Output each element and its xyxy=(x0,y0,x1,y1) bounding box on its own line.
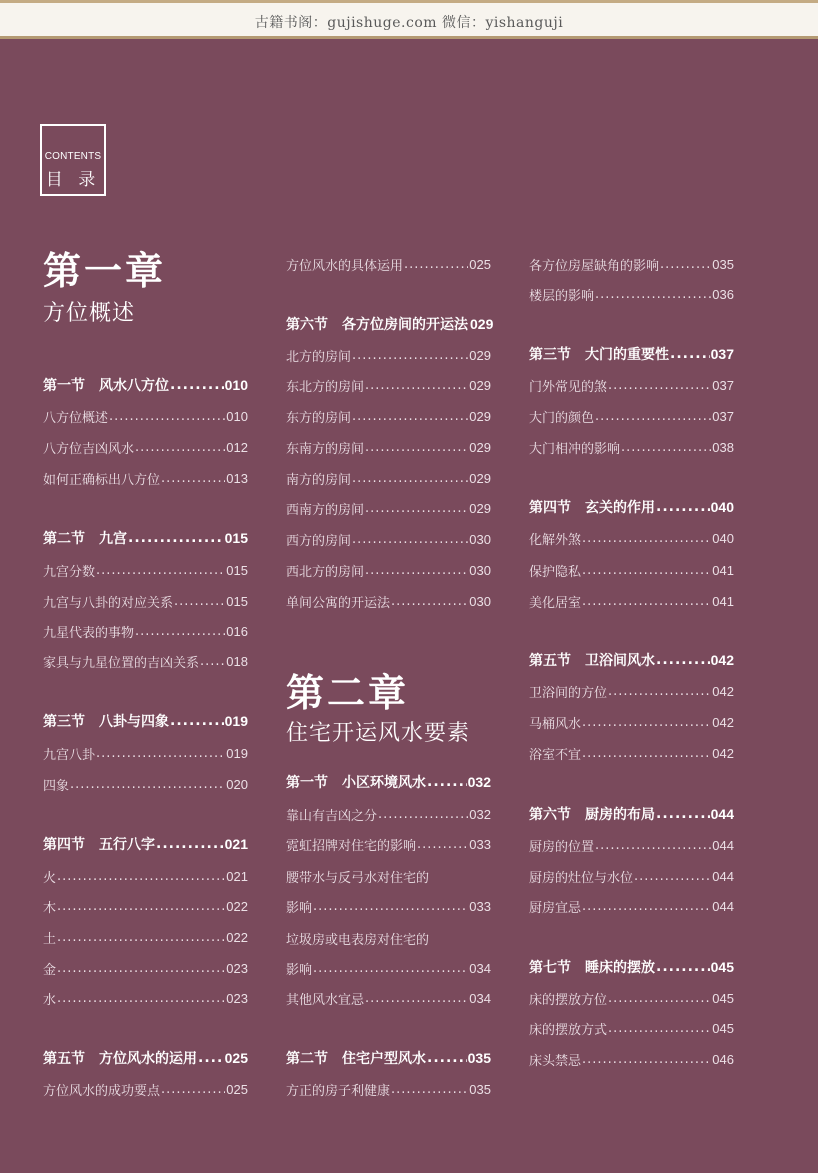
toc-label: 影响 xyxy=(286,962,313,978)
leader-dots xyxy=(656,806,710,822)
toc-label: 如何正确标出八方位 xyxy=(43,472,161,488)
toc-entry xyxy=(43,619,248,643)
toc-entry xyxy=(286,1077,491,1101)
leader-dots xyxy=(608,991,711,1006)
leader-dots xyxy=(57,991,225,1006)
page-number: 032 xyxy=(467,774,491,790)
toc-entry xyxy=(529,435,734,459)
page-number: 022 xyxy=(226,929,248,945)
page-number: 025 xyxy=(224,1050,248,1066)
toc-entry xyxy=(286,373,491,397)
leader-dots xyxy=(660,257,711,272)
toc-label: 第二节 住宅户型风水 xyxy=(286,1051,426,1067)
page-number: 015 xyxy=(226,562,248,578)
leader-dots xyxy=(313,961,468,976)
toc-label: 马桶风水 xyxy=(529,716,582,732)
toc-label: 八方位吉凶风水 xyxy=(43,441,135,457)
toc-label: 靠山有吉凶之分 xyxy=(286,808,378,824)
page-number: 045 xyxy=(712,1020,734,1036)
toc-entry xyxy=(43,649,248,673)
leader-dots xyxy=(582,1052,711,1067)
toc-label: 其他风水宜忌 xyxy=(286,992,365,1008)
leader-dots xyxy=(595,409,711,424)
page-number: 042 xyxy=(712,714,734,730)
leader-dots xyxy=(313,899,468,914)
page-number: 020 xyxy=(226,776,248,792)
page-number: 041 xyxy=(712,593,734,609)
toc-entry xyxy=(286,894,491,918)
toc-entry xyxy=(286,986,491,1010)
toc-section-heading xyxy=(286,312,494,336)
toc-entry xyxy=(43,741,248,765)
toc-entry xyxy=(286,864,491,888)
leader-dots xyxy=(634,869,711,884)
toc-entry xyxy=(43,404,248,428)
toc-entry xyxy=(43,956,248,980)
leader-dots xyxy=(352,471,468,486)
toc-entry xyxy=(286,496,491,520)
toc-label: 垃圾房或电表房对住宅的 xyxy=(286,932,430,948)
leader-dots xyxy=(57,899,225,914)
page-number: 037 xyxy=(712,377,734,393)
page-number: 044 xyxy=(712,898,734,914)
toc-label: 第四节 玄关的作用 xyxy=(529,500,655,516)
toc-label: 门外常见的煞 xyxy=(529,379,608,395)
page-number: 025 xyxy=(469,256,491,272)
leader-dots xyxy=(135,624,225,639)
page-number: 041 xyxy=(712,562,734,578)
page-number: 015 xyxy=(226,593,248,609)
toc-label: 第四节 五行八字 xyxy=(43,837,155,853)
page-number: 044 xyxy=(712,868,734,884)
toc-label: 家具与九星位置的吉凶关系 xyxy=(43,655,200,671)
page-number: 035 xyxy=(469,1081,491,1097)
toc-entry xyxy=(286,956,491,980)
leader-dots xyxy=(70,777,225,792)
page-number: 037 xyxy=(712,408,734,424)
page-number: 019 xyxy=(224,713,248,729)
toc-entry xyxy=(286,343,491,367)
leader-dots xyxy=(391,594,468,609)
toc-label: 床的摆放方式 xyxy=(529,1022,608,1038)
toc-section-heading xyxy=(286,770,491,794)
page-number: 010 xyxy=(226,408,248,424)
page-number: 019 xyxy=(226,745,248,761)
toc-label: 厨房的灶位与水位 xyxy=(529,870,634,886)
toc-section-heading xyxy=(286,1046,491,1070)
page-number: 029 xyxy=(469,377,491,393)
page-number: 013 xyxy=(226,470,248,486)
toc-entry xyxy=(529,894,734,918)
page-number: 046 xyxy=(712,1051,734,1067)
toc-label: 北方的房间 xyxy=(286,349,352,365)
toc-entry xyxy=(286,252,491,276)
toc-entry xyxy=(286,404,491,428)
toc-section-heading xyxy=(43,1046,248,1070)
leader-dots xyxy=(608,1021,711,1036)
toc-entry xyxy=(529,404,734,428)
leader-dots xyxy=(595,287,711,302)
toc-section-heading xyxy=(529,648,734,672)
page-number: 035 xyxy=(467,1050,491,1066)
page-number: 045 xyxy=(712,990,734,1006)
toc-section-heading xyxy=(43,832,248,856)
page-number: 037 xyxy=(710,346,734,362)
toc-label: 厨房的位置 xyxy=(529,839,595,855)
toc-label: 方正的房子利健康 xyxy=(286,1083,391,1099)
toc-label: 第三节 大门的重要性 xyxy=(529,347,669,363)
toc-label: 单间公寓的开运法 xyxy=(286,595,391,611)
page-number: 029 xyxy=(469,347,491,363)
chapter-1-subtitle: 方位概述 xyxy=(43,301,136,326)
leader-dots xyxy=(57,869,225,884)
page-number: 040 xyxy=(710,499,734,515)
toc-entry xyxy=(286,589,491,613)
page-number: 023 xyxy=(226,960,248,976)
toc-label: 东北方的房间 xyxy=(286,379,365,395)
toc-entry xyxy=(529,864,734,888)
leader-dots xyxy=(365,378,468,393)
contents-badge xyxy=(40,124,106,196)
page-number: 035 xyxy=(712,256,734,272)
toc-label: 厨房宜忌 xyxy=(529,900,582,916)
toc-label: 美化居室 xyxy=(529,595,582,611)
toc-label: 第二节 九宫 xyxy=(43,531,127,547)
toc-label: 方位风水的具体运用 xyxy=(286,258,404,274)
toc-entry xyxy=(43,986,248,1010)
toc-entry xyxy=(529,373,734,397)
leader-dots xyxy=(582,899,711,914)
toc-section-heading xyxy=(43,526,248,550)
leader-dots xyxy=(427,774,467,790)
toc-entry xyxy=(529,589,734,613)
toc-entry xyxy=(529,252,734,276)
page-number: 042 xyxy=(710,652,734,668)
toc-label: 四象 xyxy=(43,778,70,794)
toc-entry xyxy=(43,894,248,918)
leader-dots xyxy=(365,501,468,516)
toc-section-heading xyxy=(43,373,248,397)
toc-entry xyxy=(43,435,248,459)
leader-dots xyxy=(404,257,468,272)
toc-label: 西方的房间 xyxy=(286,533,352,549)
page-number: 010 xyxy=(224,377,248,393)
page-number: 029 xyxy=(469,439,491,455)
chapter-2-title: 第二章 xyxy=(286,670,410,715)
page-number: 015 xyxy=(224,530,248,546)
toc-label: 西北方的房间 xyxy=(286,564,365,580)
toc-entry xyxy=(529,1047,734,1071)
toc-label: 八方位概述 xyxy=(43,410,109,426)
toc-entry xyxy=(43,925,248,949)
leader-dots xyxy=(427,1050,467,1066)
page-number: 012 xyxy=(226,439,248,455)
leader-dots xyxy=(582,531,711,546)
toc-entry xyxy=(43,1077,248,1101)
toc-label: 金 xyxy=(43,962,57,978)
page-number: 034 xyxy=(469,960,491,976)
toc-section-heading xyxy=(529,495,734,519)
leader-dots xyxy=(365,991,468,1006)
leader-dots xyxy=(391,1082,468,1097)
toc-entry xyxy=(286,435,491,459)
toc-entry xyxy=(43,558,248,582)
toc-label: 楼层的影响 xyxy=(529,288,595,304)
leader-dots xyxy=(170,713,224,729)
toc-label: 东南方的房间 xyxy=(286,441,365,457)
page-number: 021 xyxy=(224,836,248,852)
leader-dots xyxy=(96,746,225,761)
toc-entry xyxy=(529,741,734,765)
toc-label: 第六节 厨房的布局 xyxy=(529,807,655,823)
leader-dots xyxy=(128,530,224,546)
leader-dots xyxy=(608,684,711,699)
leader-dots xyxy=(198,1050,224,1066)
toc-label: 腰带水与反弓水对住宅的 xyxy=(286,870,430,886)
page-number: 018 xyxy=(226,653,248,669)
page-number: 030 xyxy=(469,531,491,547)
toc-entry xyxy=(529,833,734,857)
toc-label: 火 xyxy=(43,870,57,886)
toc-label: 化解外煞 xyxy=(529,532,582,548)
toc-section-heading xyxy=(43,709,248,733)
toc-section-heading xyxy=(529,342,734,366)
leader-dots xyxy=(582,715,711,730)
leader-dots xyxy=(582,746,711,761)
page-number: 044 xyxy=(710,806,734,822)
toc-label: 卫浴间的方位 xyxy=(529,685,608,701)
leader-dots xyxy=(352,348,468,363)
toc-label: 第三节 八卦与四象 xyxy=(43,714,169,730)
toc-entry xyxy=(286,466,491,490)
page-number: 029 xyxy=(470,316,494,332)
toc-entry xyxy=(43,466,248,490)
chapter-2-subtitle: 住宅开运风水要素 xyxy=(286,721,471,746)
page-number: 036 xyxy=(712,286,734,302)
leader-dots xyxy=(365,563,468,578)
page-number: 029 xyxy=(469,408,491,424)
leader-dots xyxy=(170,377,224,393)
toc-label: 第一节 风水八方位 xyxy=(43,378,169,394)
leader-dots xyxy=(378,807,468,822)
toc-label: 第五节 卫浴间风水 xyxy=(529,653,655,669)
toc-entry xyxy=(529,282,734,306)
leader-dots xyxy=(161,1082,225,1097)
toc-entry xyxy=(529,679,734,703)
page-number: 033 xyxy=(469,898,491,914)
toc-label: 床头禁忌 xyxy=(529,1053,582,1069)
toc-label: 床的摆放方位 xyxy=(529,992,608,1008)
toc-entry xyxy=(286,527,491,551)
toc-label: 第五节 方位风水的运用 xyxy=(43,1051,197,1067)
leader-dots xyxy=(656,959,710,975)
page-number: 045 xyxy=(710,959,734,975)
page-number: 038 xyxy=(712,439,734,455)
leader-dots xyxy=(156,836,224,852)
leader-dots xyxy=(656,499,710,515)
toc-entry xyxy=(286,832,491,856)
toc-entry xyxy=(43,864,248,888)
leader-dots xyxy=(595,838,711,853)
toc-label: 水 xyxy=(43,992,57,1008)
leader-dots xyxy=(582,594,711,609)
leader-dots xyxy=(670,346,710,362)
toc-label: 东方的房间 xyxy=(286,410,352,426)
leader-dots xyxy=(174,594,225,609)
toc-entry xyxy=(286,558,491,582)
toc-label: 浴室不宜 xyxy=(529,747,582,763)
toc-label: 九宫分数 xyxy=(43,564,96,580)
toc-label: 影响 xyxy=(286,900,313,916)
leader-dots xyxy=(352,532,468,547)
toc-label: 各方位房屋缺角的影响 xyxy=(529,258,660,274)
toc-entry xyxy=(529,710,734,734)
contents-label-en: CONTENTS xyxy=(44,151,102,162)
leader-dots xyxy=(656,652,710,668)
toc-label: 南方的房间 xyxy=(286,472,352,488)
leader-dots xyxy=(621,440,711,455)
toc-section-heading xyxy=(529,955,734,979)
page-number: 032 xyxy=(469,806,491,822)
toc-entry xyxy=(529,558,734,582)
leader-dots xyxy=(135,440,225,455)
leader-dots xyxy=(57,930,225,945)
page-number: 029 xyxy=(469,470,491,486)
toc-label: 九宫与八卦的对应关系 xyxy=(43,595,174,611)
leader-dots xyxy=(161,471,225,486)
page-number: 023 xyxy=(226,990,248,1006)
toc-entry xyxy=(529,526,734,550)
toc-label: 土 xyxy=(43,931,57,947)
leader-dots xyxy=(352,409,468,424)
toc-label: 九宫八卦 xyxy=(43,747,96,763)
page-number: 030 xyxy=(469,593,491,609)
toc-entry xyxy=(529,1016,734,1040)
toc-label: 九星代表的事物 xyxy=(43,625,135,641)
toc-entry xyxy=(529,986,734,1010)
page-number: 025 xyxy=(226,1081,248,1097)
toc-entry xyxy=(43,589,248,613)
toc-label: 西南方的房间 xyxy=(286,502,365,518)
toc-label: 第七节 睡床的摆放 xyxy=(529,960,655,976)
page-number: 016 xyxy=(226,623,248,639)
page-number: 034 xyxy=(469,990,491,1006)
toc-entry xyxy=(286,926,491,950)
toc-label: 方位风水的成功要点 xyxy=(43,1083,161,1099)
page-number: 021 xyxy=(226,868,248,884)
leader-dots xyxy=(200,654,225,669)
page-number: 029 xyxy=(469,500,491,516)
page-number: 042 xyxy=(712,683,734,699)
toc-label: 第六节 各方位房间的开运法 xyxy=(286,317,468,333)
page-number: 040 xyxy=(712,530,734,546)
leader-dots xyxy=(96,563,225,578)
leader-dots xyxy=(608,378,711,393)
page-number: 044 xyxy=(712,837,734,853)
contents-label-cn: 目 录 xyxy=(45,170,101,190)
leader-dots xyxy=(417,837,468,852)
page-number: 022 xyxy=(226,898,248,914)
watermark-text: 古籍书阁：gujishuge.com 微信：yishanguji xyxy=(254,15,564,31)
toc-entry xyxy=(43,772,248,796)
toc-entry xyxy=(286,802,491,826)
toc-label: 霓虹招牌对住宅的影响 xyxy=(286,838,417,854)
toc-label: 第一节 小区环境风水 xyxy=(286,775,426,791)
chapter-1-title: 第一章 xyxy=(43,248,167,293)
page-number: 033 xyxy=(469,836,491,852)
toc-section-heading xyxy=(529,802,734,826)
leader-dots xyxy=(365,440,468,455)
leader-dots xyxy=(582,563,711,578)
page-number: 030 xyxy=(469,562,491,578)
leader-dots xyxy=(57,961,225,976)
toc-label: 大门相冲的影响 xyxy=(529,441,621,457)
leader-dots xyxy=(109,409,225,424)
toc-label: 木 xyxy=(43,900,57,916)
page-number: 042 xyxy=(712,745,734,761)
toc-label: 保护隐私 xyxy=(529,564,582,580)
toc-label: 大门的颜色 xyxy=(529,410,595,426)
